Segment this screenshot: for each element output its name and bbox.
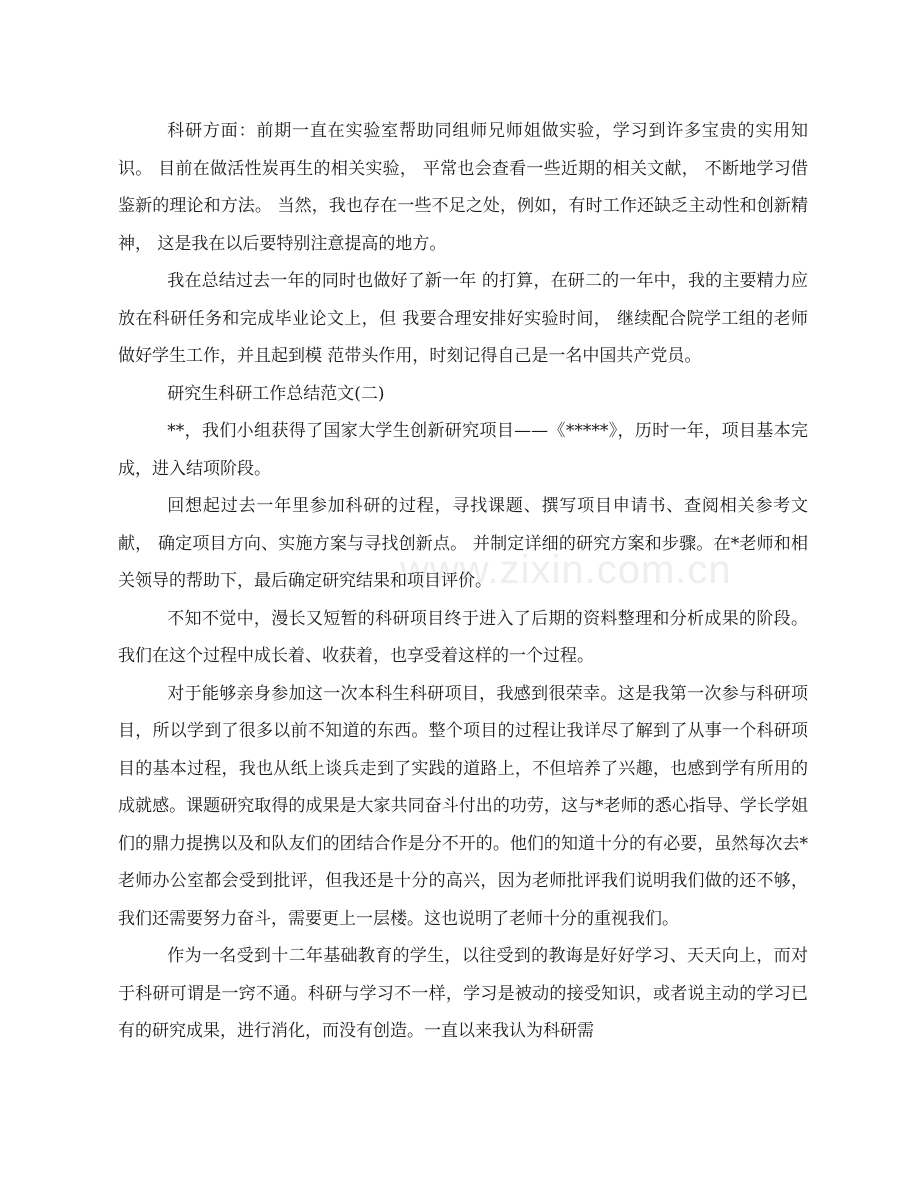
paragraph-new-year-plan: 我在总结过去一年的同时也做好了新一年 的打算，在研二的一年中，我的主要精力应放在科研任务和完成毕业论文上，但 我要合理安排好实验时间， 继续配合院学工组的老师做好学生工作，并且起到模 范带头作用，时刻记得自己是一名中国共产党员。	[118, 271, 808, 366]
paragraph-honor: 对于能够亲身参加这一次本科生科研项目，我感到很荣幸。这是我第一次参与科研项目，所以学到了很多以前不知道的东西。整个项目的过程让我详尽了解到了从事一个科研项目的基本过程，我也从纸上谈兵走到了实践的道路上，不但培养了兴趣，也感到学有所用的成就感。课题研究取得的成果是大家共同奋斗付出的功劳，这与*老师的悉心指导、学长学姐们的鼎力提携以及和队友们的团结合作是分不开的。他们的知道十分的有必要，虽然每次去*老师办公室都会受到批评，但我还是十分的高兴，因为老师批评我们说明我们做的还不够，我们还需要努力奋斗，需要更上一层楼。这也说明了老师十分的重视我们。	[118, 683, 808, 929]
document-body	[118, 113, 808, 1051]
paragraph-research-process: 回想起过去一年里参加科研的过程，寻找课题、撰写项目申请书、查阅相关参考文献， 确定项目方向、实施方案与寻找创新点。 并制定详细的研究方案和步骤。在*老师和相关领导的帮助下，最后确定研究结果和项目评价。	[118, 496, 808, 591]
paragraph-education: 作为一名受到十二年基础教育的学生，以往受到的教诲是好好学习、天天向上，而对于科研可谓是一窍不通。科研与学习不一样，学习是被动的接受知识，或者说主动的学习已有的研究成果，进行消化，而没有创造。一直以来我认为科研需	[118, 946, 808, 1041]
watermark: www.zixin.com.cn	[400, 548, 732, 592]
section-heading: 研究生科研工作总结范文(二)	[167, 383, 385, 404]
paragraph-research-aspect: 科研方面：前期一直在实验室帮助同组师兄师姐做实验，学习到许多宝贵的实用知识。 目前在做活性炭再生的相关实验， 平常也会查看一些近期的相关文献， 不断地学习借鉴新的理论和方法。 当然，我也存在一些不足之处，例如，有时工作还缺乏主动性和创新精神， 这是我在以后要特别注意提高的地方。	[118, 121, 808, 254]
paragraph-project-award: **，我们小组获得了国家大学生创新研究项目——《*****》，历时一年，项目基本完成，进入结项阶段。	[118, 421, 808, 479]
paragraph-later-stage: 不知不觉中，漫长又短暂的科研项目终于进入了后期的资料整理和分析成果的阶段。我们在这个过程中成长着、收获着，也享受着这样的一个过程。	[118, 608, 808, 666]
